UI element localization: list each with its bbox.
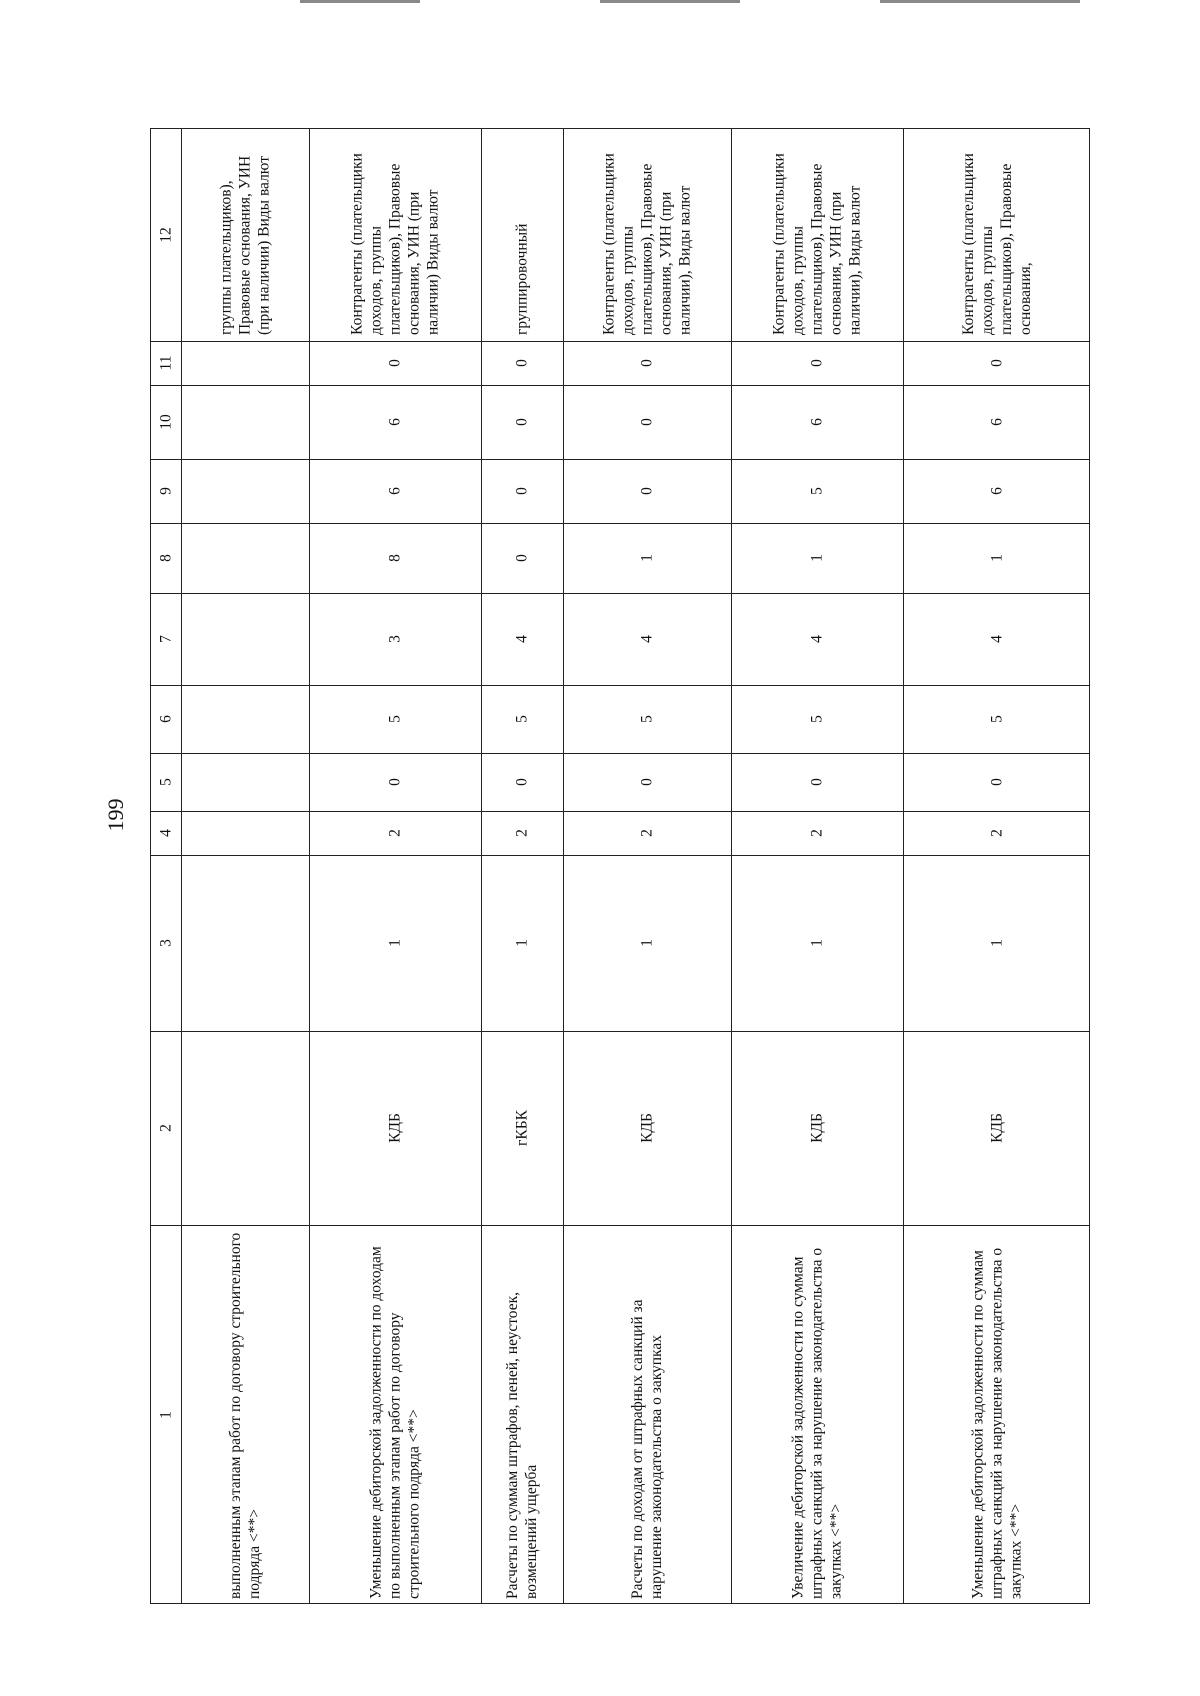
table-cell-r2-c12-text: Контрагенты (плательщики доходов, группы плательщиков), Правовые основания, УИН (при наличии) Виды валют [348,153,442,335]
table-cell-r1-c6 [181,685,309,753]
header-col-1-text: 1 [157,1411,175,1419]
table-cell-r5-c3-text: 1 [808,939,826,947]
table-cell-r4-c8-text: 1 [638,554,656,562]
table-cell-r3-c8-text: 0 [513,554,531,562]
table-cell-r4-c9-text: 0 [638,487,656,495]
table-cell-r2-c8 [309,523,481,593]
table-cell-r6-c10-text: 6 [988,418,1006,426]
table-cell-r2-c10 [309,385,481,459]
table-cell-r5-c3 [731,855,903,1031]
table-cell-r3-c4 [481,811,563,855]
scan-artifact [300,0,420,3]
table-cell-r4-c11-text: 0 [638,359,656,367]
table-cell-r6-c11-text: 0 [988,359,1006,367]
table-cell-r5-c5-text: 0 [808,778,826,786]
table-cell-r5-c4-text: 2 [808,829,826,837]
table-cell-r4-c2-text: КДБ [638,1113,656,1143]
table-cell-r2-c12 [309,129,481,341]
header-col-12 [151,129,181,341]
table-cell-r4-c10 [563,385,731,459]
header-col-5-text: 5 [157,778,175,786]
table-cell-r3-c3-text: 1 [513,939,531,947]
table-cell-r1-c7 [181,593,309,685]
table-cell-r5-c2-text: КДБ [808,1113,826,1143]
table-cell-r4-c5-text: 0 [638,778,656,786]
header-col-7 [151,593,181,685]
table-cell-r5-c7-text: 4 [808,635,826,643]
table-cell-r2-c11 [309,341,481,385]
table-cell-r6-c4-text: 2 [988,829,1006,837]
table-cell-r2-c8-text: 8 [386,554,404,562]
header-col-11 [151,341,181,385]
table-cell-r4-c1-text: Расчеты по доходам от штрафных санкций за нарушение законодательства о закупках [629,1299,665,1599]
table-cell-r6-c12 [903,129,1091,341]
table-cell-r4-c5 [563,753,731,811]
table-cell-r6-c5-text: 0 [988,778,1006,786]
table-cell-r4-c3 [563,855,731,1031]
table-cell-r6-c9 [903,459,1091,523]
table-cell-r6-c5 [903,753,1091,811]
table-cell-r3-c1 [481,1225,563,1605]
scan-artifact [880,0,1080,3]
table-cell-r2-c7 [309,593,481,685]
table-cell-r4-c7-text: 4 [638,635,656,643]
table-cell-r6-c8-text: 1 [988,554,1006,562]
table-cell-r3-c3 [481,855,563,1031]
table-cell-r2-c9-text: 6 [386,487,404,495]
header-col-8 [151,523,181,593]
table-cell-r6-c9-text: 6 [988,487,1006,495]
table-cell-r6-c1 [903,1225,1091,1605]
table-cell-r5-c2 [731,1031,903,1225]
table-cell-r2-c1-text: Уменьшение дебиторской задолженности по доходам по выполненным этапам работ по договору строительного подряда <**> [367,1246,423,1599]
table-cell-r5-c10 [731,385,903,459]
table-cell-r6-c6-text: 5 [988,715,1006,723]
table-cell-r2-c2 [309,1031,481,1225]
table-cell-r4-c4 [563,811,731,855]
header-col-2 [151,1031,181,1225]
table-cell-r3-c5 [481,753,563,811]
table-cell-r1-c4 [181,811,309,855]
table-cell-r5-c1-text: Увеличение дебиторской задолженности по суммам штрафных санкций за нарушение законодательства о закупках <**> [789,1247,845,1599]
header-col-9 [151,459,181,523]
header-col-6-text: 6 [157,715,175,723]
header-col-4-text: 4 [157,829,175,837]
header-col-1 [151,1225,181,1605]
page-number: 199 [103,798,128,832]
header-col-4 [151,811,181,855]
data-table [150,128,1090,1604]
table-cell-r5-c7 [731,593,903,685]
table-cell-r3-c7 [481,593,563,685]
header-col-8-text: 8 [157,554,175,562]
table-cell-r5-c12-text: Контрагенты (плательщики доходов, группы плательщиков), Правовые основания, УИН (при наличии), Виды валют [770,153,864,335]
table-cell-r2-c10-text: 6 [386,418,404,426]
table-cell-r5-c4 [731,811,903,855]
table-cell-r6-c8 [903,523,1091,593]
header-col-6 [151,685,181,753]
table-cell-r3-c6-text: 5 [513,715,531,723]
table-cell-r1-c3 [181,855,309,1031]
header-col-11-text: 11 [157,355,175,371]
table-cell-r4-c8 [563,523,731,593]
table-cell-r4-c6-text: 5 [638,715,656,723]
table-cell-r2-c5 [309,753,481,811]
table-cell-r5-c8 [731,523,903,593]
table-cell-r4-c11 [563,341,731,385]
table-cell-r5-c1 [731,1225,903,1605]
table-cell-r5-c9-text: 5 [808,487,826,495]
header-col-9-text: 9 [157,487,175,495]
table-cell-r2-c1 [309,1225,481,1605]
table-cell-r4-c1 [563,1225,731,1605]
table-cell-r3-c2-text: гКБК [513,1110,531,1146]
table-cell-r1-c5 [181,753,309,811]
table-cell-r3-c12 [481,129,563,341]
table-cell-r1-c8 [181,523,309,593]
table-cell-r6-c2-text: КДБ [988,1113,1006,1143]
table-cell-r1-c10 [181,385,309,459]
header-col-5 [151,753,181,811]
table-cell-r2-c2-text: КДБ [386,1113,404,1143]
table-cell-r3-c6 [481,685,563,753]
table-cell-r5-c10-text: 6 [808,418,826,426]
table-cell-r3-c10 [481,385,563,459]
table-cell-r6-c6 [903,685,1091,753]
table-cell-r6-c7 [903,593,1091,685]
table-cell-r4-c3-text: 1 [638,939,656,947]
table-cell-r4-c10-text: 0 [638,418,656,426]
table-cell-r2-c3-text: 1 [386,939,404,947]
table-cell-r3-c1-text: Расчеты по суммам штрафов, пеней, неустоек, возмещений ущерба [504,1291,540,1599]
table-cell-r5-c6 [731,685,903,753]
table-cell-r1-c11 [181,341,309,385]
table-cell-r2-c4-text: 2 [386,829,404,837]
table-cell-r6-c10 [903,385,1091,459]
table-cell-r6-c3 [903,855,1091,1031]
header-col-2-text: 2 [157,1124,175,1132]
header-col-10 [151,385,181,459]
table-cell-r3-c9-text: 0 [513,487,531,495]
table-cell-r1-c9 [181,459,309,523]
header-col-10-text: 10 [157,414,175,430]
table-cell-r6-c3-text: 1 [988,939,1006,947]
table-cell-r4-c9 [563,459,731,523]
table-cell-r3-c10-text: 0 [513,418,531,426]
table-cell-r2-c4 [309,811,481,855]
table-cell-r4-c12 [563,129,731,341]
table-cell-r4-c12-text: Контрагенты (плательщики доходов, группы плательщиков), Правовые основания, УИН (при наличии), Виды валют [600,153,694,335]
table-cell-r1-c12-text: группы плательщиков), Правовые основания, УИН (при наличии) Виды валют [217,155,273,335]
table-cell-r5-c11-text: 0 [808,359,826,367]
table-cell-r3-c2 [481,1031,563,1225]
table-cell-r2-c3 [309,855,481,1031]
table-cell-r6-c12-text: Контрагенты (плательщики доходов, группы плательщиков), Правовые основания, [960,153,1034,335]
table-cell-r1-c1-text: выполненным этапам работ по договору строительного подряда <**> [227,1232,263,1599]
table-cell-r2-c6 [309,685,481,753]
table-cell-r2-c9 [309,459,481,523]
table-cell-r5-c11 [731,341,903,385]
header-col-12-text: 12 [157,227,175,243]
table-cell-r6-c7-text: 4 [988,635,1006,643]
table-cell-r5-c9 [731,459,903,523]
header-col-3-text: 3 [157,939,175,947]
table-cell-r1-c2 [181,1031,309,1225]
table-cell-r3-c8 [481,523,563,593]
table-cell-r3-c9 [481,459,563,523]
table-cell-r2-c7-text: 3 [386,635,404,643]
table-cell-r2-c11-text: 0 [386,359,404,367]
table-cell-r3-c7-text: 4 [513,635,531,643]
table-cell-r2-c6-text: 5 [386,715,404,723]
table-cell-r3-c5-text: 0 [513,778,531,786]
table-cell-r2-c5-text: 0 [386,778,404,786]
header-col-7-text: 7 [157,635,175,643]
header-col-3 [151,855,181,1031]
table-cell-r5-c5 [731,753,903,811]
table-cell-r6-c11 [903,341,1091,385]
scan-artifact [600,0,740,3]
table-cell-r3-c12-text: группировочный [513,223,531,335]
table-cell-r1-c12 [181,129,309,341]
table-cell-r5-c8-text: 1 [808,554,826,562]
table-cell-r5-c6-text: 5 [808,715,826,723]
table-cell-r6-c2 [903,1031,1091,1225]
table-cell-r4-c7 [563,593,731,685]
table-cell-r4-c6 [563,685,731,753]
table-cell-r6-c1-text: Уменьшение дебиторской задолженности по суммам штрафных санкций за нарушение законодательства о закупках <**> [969,1247,1025,1599]
table-cell-r3-c11-text: 0 [513,359,531,367]
table-cell-r6-c4 [903,811,1091,855]
table-cell-r4-c4-text: 2 [638,829,656,837]
table-cell-r4-c2 [563,1031,731,1225]
table-cell-r1-c1 [181,1225,309,1605]
table-cell-r3-c4-text: 2 [513,829,531,837]
table-cell-r3-c11 [481,341,563,385]
table-cell-r5-c12 [731,129,903,341]
